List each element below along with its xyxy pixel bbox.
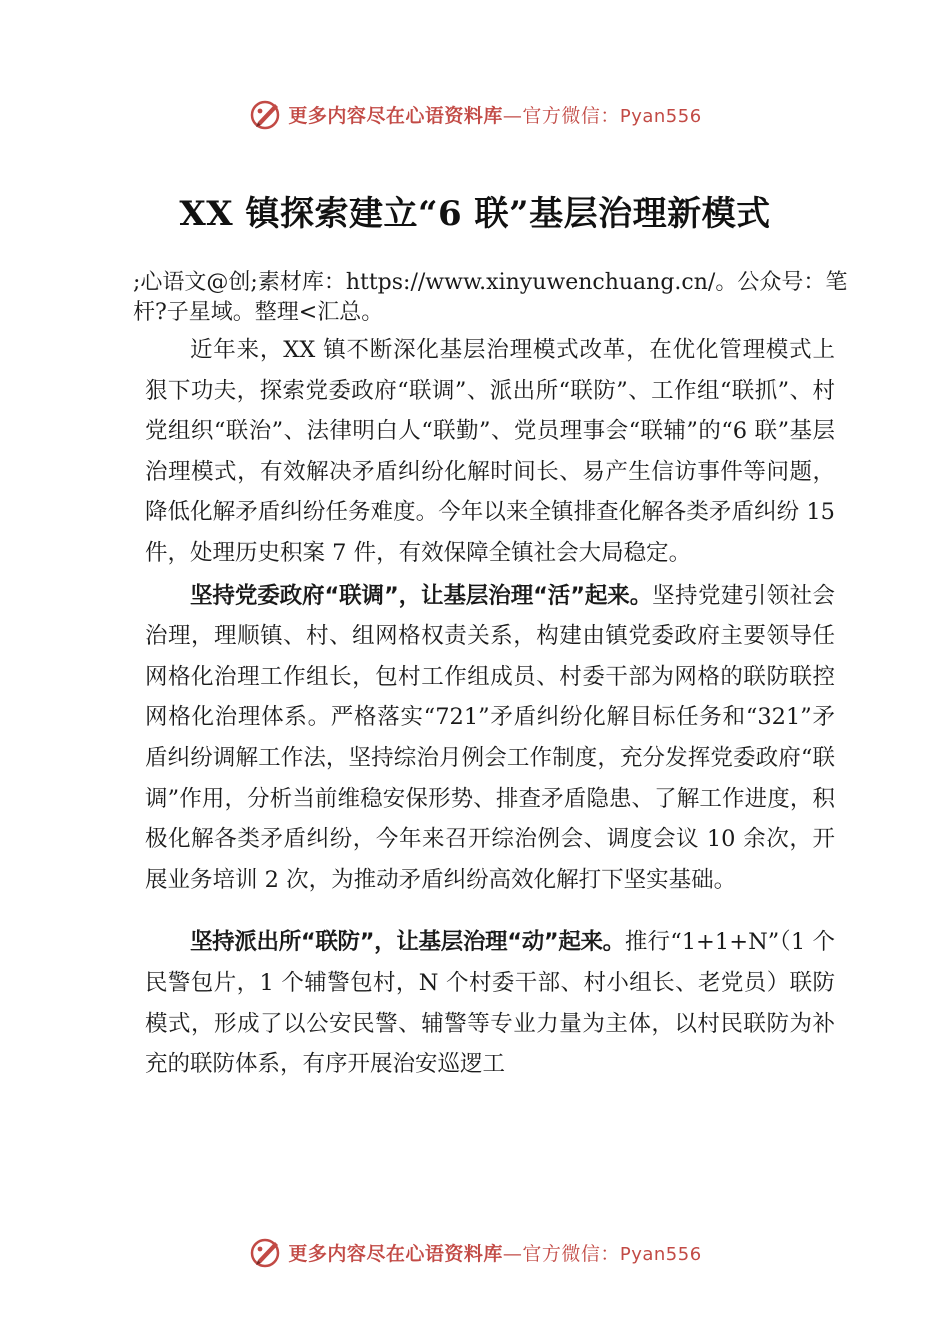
paragraph-intro [145,330,835,574]
banner-label: 官方微信： [522,1242,620,1265]
banner-text [288,101,701,128]
banner-label: 官方微信： [522,104,620,127]
paragraph-text: 推行“1+1+N”（1 个民警包片，1 个辅警包村，N 个村委干部、村小组长、老党员）联防模式，形成了以公安民警、辅警等专业力量为主体，以村民联防为补充的联防体系，有序开展治安巡逻工 [145,929,836,1078]
pen-logo-icon [248,1234,284,1270]
footer-banner [0,1230,950,1274]
paragraph-liandiao [145,576,835,901]
banner-text [288,1239,701,1266]
banner-dash: — [502,1242,523,1265]
banner-site-name: 更多内容尽在心语资料库 [288,1242,503,1265]
document-body [145,330,835,1085]
paragraph-lianfang [145,922,835,1084]
paragraph-heading: 坚持党委政府“联调”，让基层治理“活”起来。 [190,582,653,609]
source-note: ;心语文@创;素材库：https://www.xinyuwenchuang.cn/。公众号：笔杆?子星域。整理<汇总。 [133,270,848,325]
banner-wechat-id: Pyan556 [619,1243,702,1265]
header-banner [0,92,950,136]
banner-site-name: 更多内容尽在心语资料库 [288,104,503,127]
paragraph-text: 坚持党建引领社会治理，理顺镇、村、组网格权责关系，构建由镇党委政府主要领导任网格化治理工作组长，包村工作组成员、村委干部为网格的联防联控网格化治理体系。严格落实“721”矛盾纠纷化解目标任务和“321”矛盾纠纷调解工作法，坚持综治月例会工作制度，充分发挥党委政府“联调”作用，分析当前维稳安保形势、排查矛盾隐患、了解工作进度，积极化解各类矛盾纠纷，今年来召开综治例会、调度会议 10 余次，开展业务培训 2 次，为推动矛盾纠纷高效化解打下坚实基础。 [145,582,835,893]
banner-dash: — [502,104,523,127]
pen-logo-icon [248,96,284,132]
banner-wechat-id: Pyan556 [619,105,702,127]
paragraph-heading: 坚持派出所“联防”，让基层治理“动”起来。 [190,929,625,956]
paragraph-text: 近年来，XX 镇不断深化基层治理模式改革，在优化管理模式上狠下功夫，探索党委政府“联调”、派出所“联防”、工作组“联抓”、村党组织“联治”、法律明白人“联勤”、党员理事会“联辅”的“6 联”基层治理模式，有效解决矛盾纠纷化解时间长、易产生信访事件等问题，降低化解矛盾纠纷任务难度。今年以来全镇排查化解各类矛盾纠纷 15 件，处理历史积案 7 件，有效保障全镇社会大局稳定。 [145,337,835,566]
page-title: XX 镇探索建立“6 联”基层治理新模式 [179,194,771,234]
